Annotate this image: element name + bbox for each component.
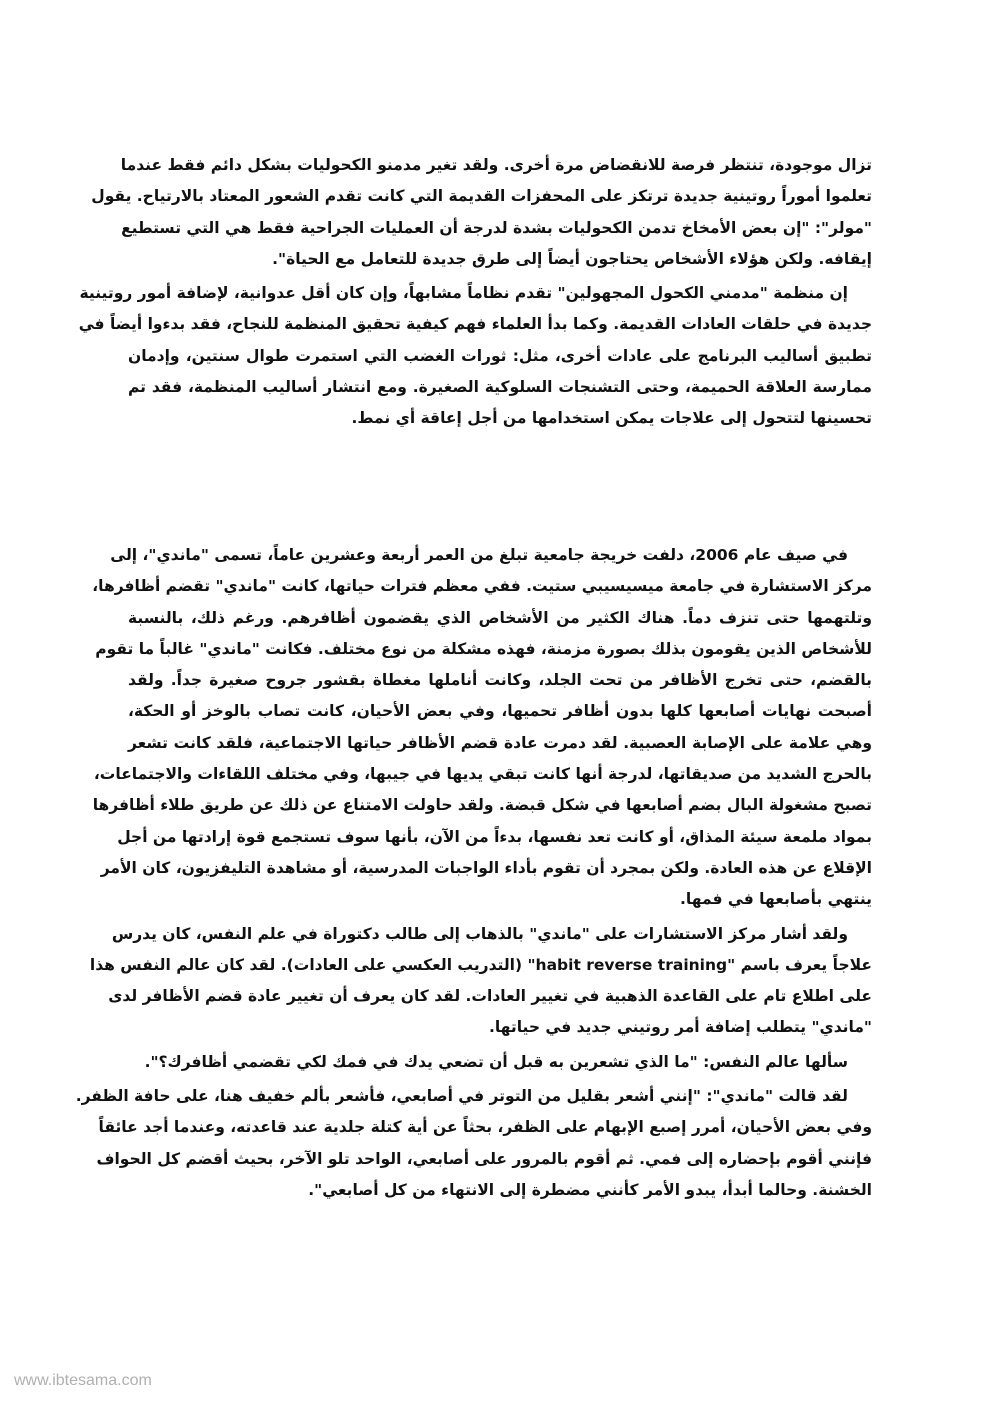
paragraph bbox=[128, 1047, 872, 1078]
text-line: الإقلاع عن هذه العادة. ولكن بمجرد أن تقوم بأداء الواجبات المدرسية، أو مشاهدة التليفزيون، كان الأمر bbox=[100, 858, 872, 877]
text-line: ولقد أشار مركز الاستشارات على "ماندي" بالذهاب إلى طالب دكتوراة في علم النفس، كان يدرس bbox=[111, 924, 848, 943]
text-line: بالحرج الشديد من صديقاتها، لدرجة أنها كانت تبقي يديها في جيبها، وفي مختلف اللقاءات والاجتماعات، bbox=[93, 765, 872, 784]
text-line: إيقافه. ولكن هؤلاء الأشخاص يحتاجون أيضاً إلى طرق جديدة للتعامل مع الحياة". bbox=[272, 249, 872, 268]
text-line: وهي علامة على الإصابة العصبية. لقد دمرت عادة قضم الأظافر حياتها الاجتماعية، فلقد كانت تشعر bbox=[128, 733, 872, 752]
text-line: فإنني أقوم بإحضاره إلى فمي. ثم أقوم بالمرور على أصابعي، الواحد تلو الآخر، بحيث أقضم كل الحواف bbox=[96, 1149, 872, 1168]
text-line: على اطلاع تام على القاعدة الذهبية في تغيير العادات. لقد كان يعرف أن تغيير عادة قضم الأظافر لدى bbox=[108, 987, 872, 1006]
text-line: أصبحت نهايات أصابعها كلها بدون أظافر تحميها، وفي بعض الأحيان، كانت تصاب بالوخز أو الحكة، bbox=[128, 702, 872, 721]
text-line: للأشخاص الذين يقومون بذلك بصورة مزمنة، فهذه مشكلة من نوع مختلف. فكانت "ماندي" غالباً ما تقوم bbox=[95, 639, 872, 658]
text-line: ينتهي بأصابعها في فمها. bbox=[680, 890, 872, 909]
text-line: لقد قالت "ماندي": "إنني أشعر بقليل من التوتر في أصابعي، فأشعر بألم خفيف هنا، على حافة الظفر. bbox=[75, 1087, 848, 1106]
paragraph bbox=[75, 1081, 872, 1206]
text-line: علاجاً يعرف باسم "habit reverse training" (التدريب العكسي على العادات). لقد كان عالم النفس هذا bbox=[89, 955, 872, 974]
text-line: تعلموا أموراً روتينية جديدة ترتكز على المحفزات القديمة التي كانت تقدم الشعور المعتاد بالارتياح. يقول bbox=[91, 187, 872, 206]
text-block-2 bbox=[75, 540, 872, 1209]
text-line: بالقضم، حتى تخرج الأظافر من تحت الجلد، وكانت أناملها مغطاة بقشور جروح صغيرة جداً. ولقد bbox=[128, 671, 872, 690]
text-line: بمواد ملمعة سيئة المذاق، أو كانت تعد نفسها، بدءاً من الآن، بأنها سوف تستجمع قوة إرادتها من أجل bbox=[117, 827, 872, 846]
text-line: تزال موجودة، تنتظر فرصة للانقضاض مرة أخرى. ولقد تغير مدمنو الكحوليات بشكل دائم فقط عندما bbox=[120, 156, 872, 174]
paragraph bbox=[78, 278, 872, 434]
text-line: تحسينها لتتحول إلى علاجات يمكن استخدامها من أجل إعاقة أي نمط. bbox=[351, 409, 872, 428]
text-line: في صيف عام 2006، دلفت خريجة جامعية تبلغ من العمر أربعة وعشرين عاماً، تسمى "ماندي"، إلى bbox=[110, 546, 848, 564]
text-block-1 bbox=[78, 150, 872, 438]
text-line: وفي بعض الأحيان، أمرر إصبع الإبهام على الظفر، بحثاً عن أية كتلة جلدية عند قاعدته، وعندما أجد عائقاً bbox=[98, 1118, 872, 1137]
paragraph bbox=[89, 919, 872, 1044]
text-line: جديدة في حلقات العادات القديمة. وكما بدأ العلماء فهم كيفية تحقيق المنظمة للنجاح، فقد بدءوا أيضاً في bbox=[78, 315, 872, 334]
text-line: إن منظمة "مدمني الكحول المجهولين" تقدم نظاماً مشابهاً، وإن كان أقل عدوانية، لإضافة أمور روتينية bbox=[79, 284, 848, 303]
paragraph bbox=[92, 540, 872, 916]
text-line: "مولر": "إن بعض الأمخاخ تدمن الكحوليات بشدة لدرجة أن العمليات الجراحية فقط هي التي تستطيع bbox=[121, 218, 872, 237]
paragraph bbox=[91, 150, 872, 275]
text-line: ممارسة العلاقة الحميمة، وحتى التشنجات السلوكية الصغيرة. ومع انتشار أساليب المنظمة، فقد تم bbox=[128, 378, 872, 397]
text-line: سألها عالم النفس: "ما الذي تشعرين به قبل أن تضعي يدك في فمك لكي تقضمي أظافرك؟". bbox=[144, 1052, 848, 1071]
text-line: مركز الاستشارة في جامعة ميسيسيبي ستيت. ففي معظم فترات حياتها، كانت "ماندي" تقضم أظافرها، bbox=[92, 577, 872, 596]
text-line: تصبح مشغولة البال بضم أصابعها في شكل قبضة. ولقد حاولت الامتناع عن ذلك عن طريق طلاء أظافرها bbox=[92, 796, 872, 815]
text-line: الخشنة. وحالما أبدأ، يبدو الأمر كأنني مضطرة إلى الانتهاء من كل أصابعي". bbox=[308, 1180, 872, 1199]
text-line: وتلتهمها حتى تنزف دماً. هناك الكثير من الأشخاص الذي يقضمون أظافرهم. ورغم ذلك، بالنسبة bbox=[128, 608, 872, 627]
text-line: تطبيق أساليب البرنامج على عادات أخرى، مثل: ثورات الغضب التي استمرت طوال سنتين، وإدمان bbox=[128, 346, 872, 365]
watermark: www.ibtesama.com bbox=[14, 1372, 152, 1389]
text-line: "ماندي" يتطلب إضافة أمر روتيني جديد في حياتها. bbox=[488, 1018, 872, 1037]
